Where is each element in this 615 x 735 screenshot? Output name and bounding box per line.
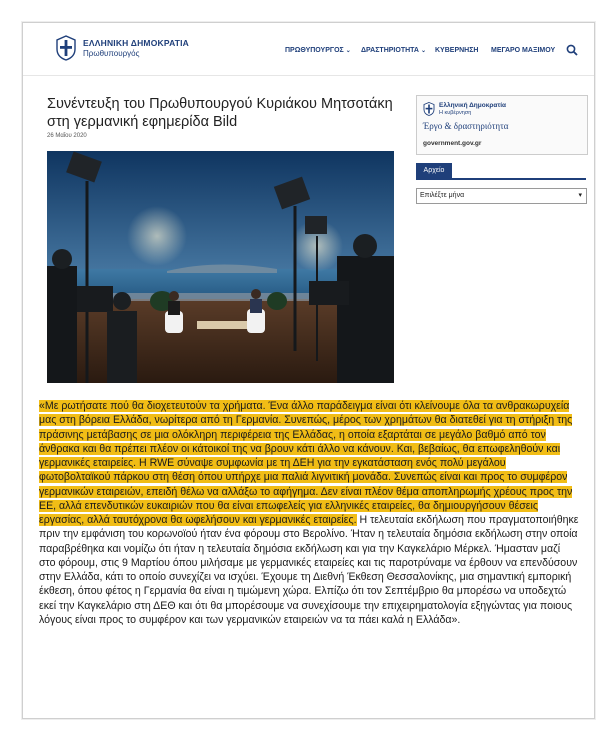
nav-label: ΚΥΒΕΡΝΗΣΗ <box>435 47 479 54</box>
card-tagline: Έργο & δραστηριότητα <box>423 121 509 131</box>
greek-emblem-icon <box>423 102 435 116</box>
search-icon[interactable] <box>566 44 578 56</box>
article-body <box>39 399 579 627</box>
chevron-down-icon: ⌄ <box>345 48 351 54</box>
nav-label: ΔΡΑΣΤΗΡΙΟΤΗΤΑ <box>361 47 419 54</box>
brand-title[interactable]: ΕΛΛΗΝΙΚΗ ΔΗΜΟΚΡΑΤΙΑ <box>83 38 190 48</box>
month-select[interactable] <box>416 188 587 204</box>
brand-subtitle[interactable]: Πρωθυπουργός <box>83 49 140 58</box>
month-select-value: Επιλέξτε μήνα <box>420 192 465 199</box>
highlighted-quote: «Με ρωτήσατε πού θα διοχετευτούν τα χρήματα. Ένα άλλο παράδειγμα είναι ότι κλείνουμε όλα τα ανθρακωρυχεία μας στη βόρεια Ελλάδα, νωρίτερα από τη Γερμανία. Συνεπώς, μέρος των χρημάτων θα διατεθεί για τη στήριξη της πράσινης μετάβασης σε μια ολόκληρη περιφέρεια της Ελλάδας, η οποία εξαρτάται σε μεγάλο βαθμό από τον άνθρακα και θα πρέπει πλέον οι κάτοικοί της να βρουν κάτι άλλο να κάνουν. Και, βεβαίως, θα επωφεληθούν και γερμανικές εταιρείες. Η RWE σύναψε συμφωνία με τη ΔΕΗ για την εγκατάσταση ενός πολύ μεγάλου φωτοβολταϊκού πάρκου στη θέση όπου υπήρχε μια παλιά λιγνιτική μονάδα. Συνεπώς είναι και προς το συμφέρον γερμανικών εταιρειών, επειδή θέλω να αλλάξω το αφήγημα. Δεν είναι πλέον θέμα αποπληρωμής χρέους προς την ΕΕ, αλλά επενδυτικών ευκαιριών που θα είναι επωφελείς για ελληνικές εταιρείες, θα δημιουργήσουν θέσεις εργασίας, αλλά ταυτόχρονα θα ωφελήσουν και γερμανικές εταιρείες. <box>39 400 573 526</box>
chevron-down-icon: ⌄ <box>420 48 426 54</box>
card-subtitle: Η κυβέρνηση <box>439 110 472 116</box>
archive-divider <box>416 178 586 180</box>
article-photo <box>47 151 394 383</box>
nav-label: ΠΡΩΘΥΠΟΥΡΓΟΣ <box>285 47 344 54</box>
nav-label: ΜΕΓΑΡΟ ΜΑΞΙΜΟΥ <box>491 47 556 54</box>
article-paragraph: Η τελευταία εκδήλωση που πραγματοποιήθηκε πριν την εμφάνιση του κορωνοϊού ήταν ένα φόρουμ στο Βερολίνο. Ήταν η τελευταία δημόσια εκδήλωση στην οποία παραβρέθηκα και νομίζω ότι ήταν η τελευταία δημόσια εκδήλωση και για την Καγκελάριο Μέρκελ. Ήμασταν μαζί στο φόρουμ, στις 9 Μαρτίου όπου μιλήσαμε με γερμανικές εταιρείες και τις παροτρύναμε να έρθουν να επενδύσουν στην Ελλάδα, κάτι το οποίο συνεχίζει να ισχύει. Έχουμε τη Διεθνή Έκθεση Θεσσαλονίκης, μια σημαντική εμπορική έκθεση, όπου φέτος η Γερμανία θα είναι η τιμώμενη χώρα. Ελπίζω ότι τον Σεπτέμβριο θα μπορέσω να υποδεχτώ εκεί την Καγκελάριο στη ΔΕΘ και ότι θα μπορέσουμε να συνεχίσουμε την επιχειρηματολογία εξηγώντας για ποιους λόγους είναι προς το συμφέρον και των γερμανικών εταιρειών να τα πάει καλά η Ελλάδα». <box>39 514 579 626</box>
card-url[interactable]: government.gov.gr <box>423 140 482 147</box>
article-title: Συνέντευξη του Πρωθυπουργού Κυριάκου Μητσοτάκη στη γερμανική εφημερίδα Bild <box>47 96 393 130</box>
archive-tab[interactable]: Αρχείο <box>416 163 452 178</box>
nav-item-government[interactable] <box>435 47 478 54</box>
site-header <box>23 23 594 76</box>
nav-item-activity[interactable] <box>361 47 426 54</box>
chevron-down-icon: ▾ <box>578 192 582 199</box>
article-date: 26 Μαΐου 2020 <box>47 133 87 139</box>
greek-emblem-icon <box>55 35 77 61</box>
card-title: Ελληνική Δημοκρατία <box>439 102 507 109</box>
nav-item-prime-minister[interactable] <box>285 47 351 54</box>
browser-page <box>22 22 595 719</box>
government-link-card[interactable] <box>416 95 588 155</box>
nav-item-maximos-mansion[interactable] <box>491 47 555 54</box>
